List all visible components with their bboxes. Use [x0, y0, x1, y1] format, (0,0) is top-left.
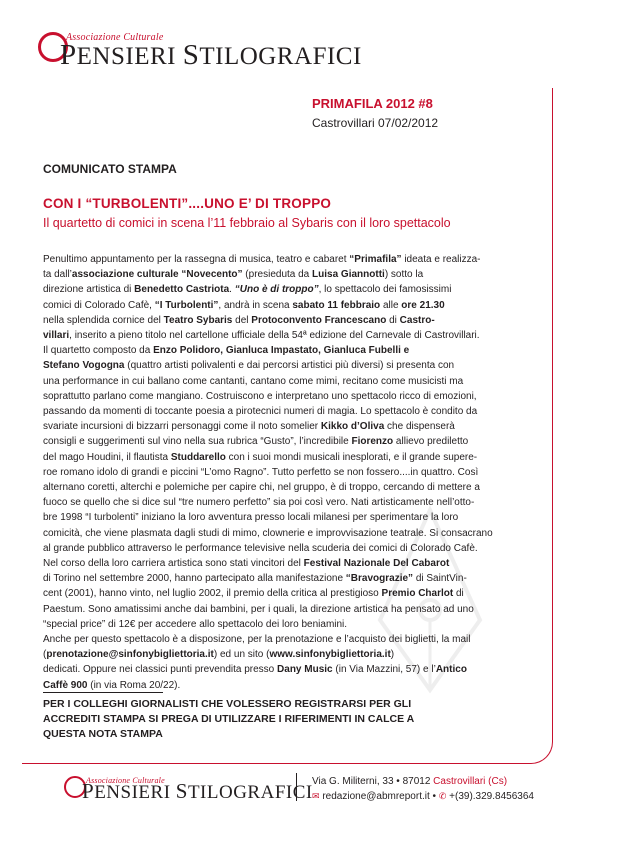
booking-email-link[interactable]: prenotazione@sinfonybigliettoria.it	[46, 649, 214, 661]
body-line: svariate incursioni di bizzarri personaggi come il noto somelier Kikko d’Oliva che dispenserà	[43, 421, 455, 433]
body-line: del mago Houdini, il flautista Studdarello con i suoi mondi musicali inesplorati, e il grande supere-	[43, 451, 478, 463]
press-release-label: COMUNICATO STAMPA	[43, 162, 177, 176]
body-line: di Torino nel settembre 2000, hanno partecipato alla manifestazione “Bravograzie” di SaintVin-	[43, 573, 467, 585]
footer-divider	[296, 773, 297, 801]
body-line: “special price” di 12€ per accedere allo spettacolo dei loro beniamini.	[43, 618, 348, 630]
headline: CON I “TURBOLENTI”....UNO E’ DI TROPPO	[43, 196, 332, 211]
logo-subtitle: Associazione Culturale	[66, 32, 164, 43]
footer-logo: Associazione Culturale PENSIERI STILOGRAFICI	[64, 776, 294, 804]
body-line: fuoco se quello che si dice sul “tre numero perfetto” sia poi così vero. Nati artisticamente nell’otto-	[43, 497, 475, 509]
body-line: Nel corso della loro carriera artistica sono stati vincitori del Festival Nazionale Del Cabarot	[43, 558, 450, 570]
body-line: consigli e suggerimenti sul vino nella sua rubrica “Gusto”, l’incredibile Fiorenzo allievo prediletto	[43, 436, 469, 448]
footer-contacts: ✉ redazione@abmreport.it • ✆ +(39).329.8456364	[312, 791, 534, 802]
booking-site-link[interactable]: www.sinfonybigliettoria.it	[269, 649, 391, 661]
edition-title: PRIMAFILA 2012 #8	[312, 96, 433, 111]
body-line: ta dall’associazione culturale “Novecento” (presieduta da Luisa Giannotti) sotto la	[43, 269, 424, 281]
body-line: villari, inserito a pieno titolo nel cartellone ufficiale della 54ª edizione del Carnevale di Castrovillari.	[43, 330, 480, 342]
article-body	[43, 252, 533, 693]
body-line: comici di Colorado Cafè, “I Turbolenti”, andrà in scena sabato 11 febbraio alle ore 21.30	[43, 299, 445, 311]
body-line: Stefano Vogogna (quattro artisti polivalenti e dai percorsi artistici più diversi) si presenta con	[43, 360, 455, 372]
envelope-icon: ✉	[312, 791, 320, 801]
logo-wordmark: PENSIERI STILOGRAFICI	[60, 39, 362, 71]
body-line: cent (2001), hanno vinto, nel luglio 2002, il premio della critica al prestigioso Premio Charlot di	[43, 588, 464, 600]
body-line: Anche per questo spettacolo è a disposizone, per la prenotazione e l’acquisto dei biglietti, la mail	[43, 634, 471, 646]
body-line: bre 1998 “I turbolenti” iniziano la loro avventura presso locali milanesi per sperimentare la loro	[43, 512, 459, 524]
body-line: dedicati. Oppure nei classici punti prevendita presso Dany Music (in Via Mazzini, 57) e l’Antico	[43, 664, 467, 676]
subheadline: Il quartetto di comici in scena l’11 febbraio al Sybaris con il loro spettacolo	[43, 216, 451, 230]
body-line: soprattutto parlano come mangiano. Costruiscono e interpretano uno spettacolo ricco di emozioni,	[43, 390, 477, 402]
body-line: direzione artistica di Benedetto Castriota. “Uno è di troppo”, lo spettacolo dei famosissimi	[43, 284, 452, 296]
body-line: al grande pubblico attraverso le performance televisive nella scuderia dei comici di Colorado Cafè.	[43, 542, 478, 554]
footer-phone[interactable]: +(39).329.8456364	[449, 791, 534, 802]
body-line: Penultimo appuntamento per la rassegna di musica, teatro e cabaret “Primafila” ideata e realizza-	[43, 254, 481, 265]
body-line: comicità, che viene plasmata dagli studi di mimo, clownerie e improvvisazione teatrale. Si consacrano	[43, 527, 493, 539]
body-line: Paestum. Sono amatissimi anche dai bambini, per i quali, la direzione artistica ha pensato ad uno	[43, 603, 474, 615]
body-line: (prenotazione@sinfonybigliettoria.it) ed un sito (www.sinfonybigliettoria.it)	[43, 649, 395, 661]
note-divider	[43, 692, 163, 693]
footer-email[interactable]: redazione@abmreport.it	[322, 791, 430, 802]
place-date: Castrovillari 07/02/2012	[312, 116, 439, 130]
body-line: roe romano idolo di grandi e piccini “L’omo Ragno”. Tutto perfetto se non fossero....in quattro. Così	[43, 466, 479, 478]
phone-icon: ✆	[438, 791, 447, 801]
body-line: passando da momenti di toccante poesia a pirotecnici numeri di magia. Lo spettacolo è condito da	[43, 406, 478, 418]
body-line: Caffè 900 (in via Roma 20/22).	[43, 679, 181, 691]
footer-address: Via G. Militerni, 33 • 87012 Castrovillari (Cs)	[312, 776, 508, 787]
body-line: alternano coretti, alterchi e polemiche per capire chi, nel gruppo, è di troppo, cercando di mettere a	[43, 482, 480, 494]
association-logo	[38, 30, 362, 71]
body-line: una performance in cui ballano come cantanti, cantano come mimi, recitano come musicisti ma	[43, 375, 464, 387]
body-line: Il quartetto composto da Enzo Polidoro, Gianluca Impastato, Gianluca Fubelli e	[43, 345, 410, 357]
journalist-note: PER I COLLEGHI GIORNALISTI CHE VOLESSERO REGISTRARSI PER GLI ACCREDITI STAMPA SI PREGA DI UTILIZZARE I RIFERIMENTI IN CALCE A QUESTA NOTA STAMPA	[43, 698, 415, 740]
body-line: nella splendida cornice del Teatro Sybaris del Protoconvento Francescano di Castro-	[43, 314, 435, 326]
